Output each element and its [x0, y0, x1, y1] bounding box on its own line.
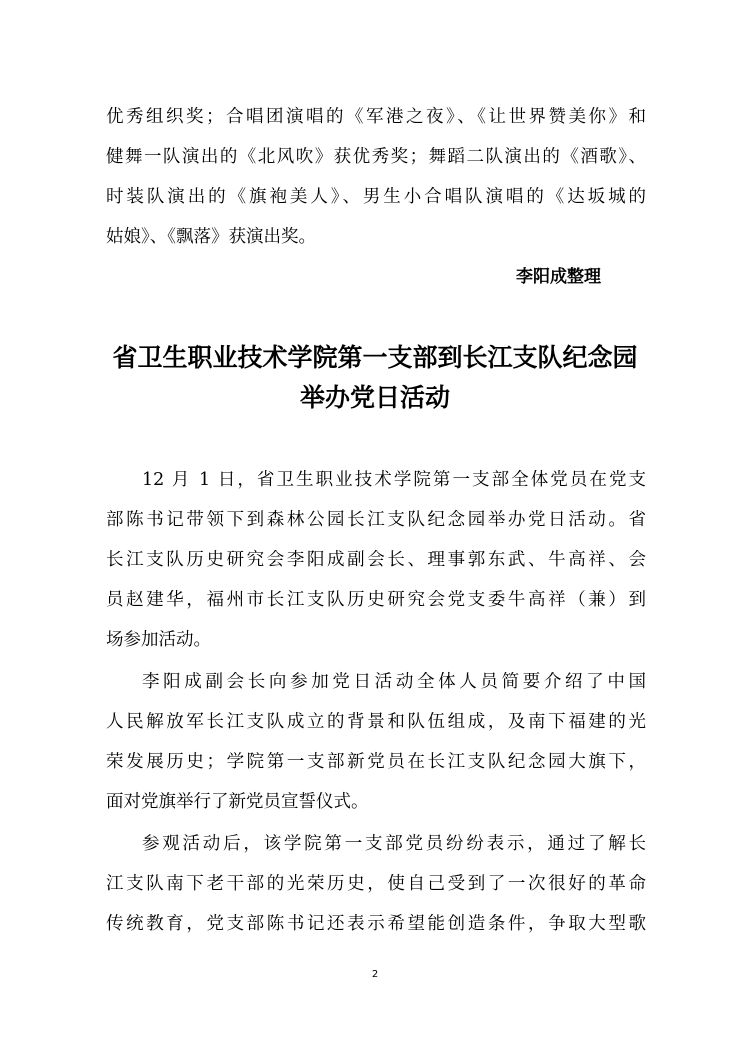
text-line: 面对党旗举行了新党员宣誓仪式。 [106, 792, 369, 812]
text-line: 12 月 1 日，省卫生职业技术学院第一支部全体党员在党支 [142, 470, 646, 490]
text-line: 传统教育，党支部陈书记还表示希望能创造条件，争取大型歌 [106, 914, 646, 934]
title-line: 省卫生职业技术学院第一支部到长江支队纪念园 [112, 343, 638, 372]
text-line: 荣发展历史；学院第一支部新党员在长江支队纪念园大旗下， [106, 752, 646, 772]
text-line: 员赵建华，福州市长江支队历史研究会党支委牛高祥（兼）到 [106, 590, 646, 610]
text-line: 李阳成副会长向参加党日活动全体人员简要介绍了中国 [142, 672, 646, 692]
text-line: 场参加活动。 [106, 630, 211, 650]
text-line: 江支队南下老干部的光荣历史，使自己受到了一次很好的革命 [106, 874, 646, 894]
text-line: 时装队演出的《旗袍美人》、男生小合唱队演唱的《达坂城的 [106, 187, 646, 207]
page-number: 2 [371, 969, 379, 980]
title-line: 举办党日活动 [299, 383, 450, 412]
text-line: 部陈书记带领下到森林公园长江支队纪念园举办党日活动。省 [106, 510, 646, 530]
text-line: 健舞一队演出的《北风吹》获优秀奖；舞蹈二队演出的《酒歌》、 [106, 147, 646, 167]
text-line: 长江支队历史研究会李阳成副会长、理事郭东武、牛高祥、会 [106, 550, 646, 570]
text-line: 人民解放军长江支队成立的背景和队伍组成，及南下福建的光 [106, 712, 646, 732]
author-byline: 李阳成整理 [516, 267, 601, 287]
text-line: 参观活动后，该学院第一支部党员纷纷表示，通过了解长 [142, 834, 646, 854]
text-line: 姑娘》、《飘落》获演出奖。 [106, 227, 316, 247]
text-line: 优秀组织奖；合唱团演唱的《军港之夜》、《让世界赞美你》和 [106, 107, 646, 127]
